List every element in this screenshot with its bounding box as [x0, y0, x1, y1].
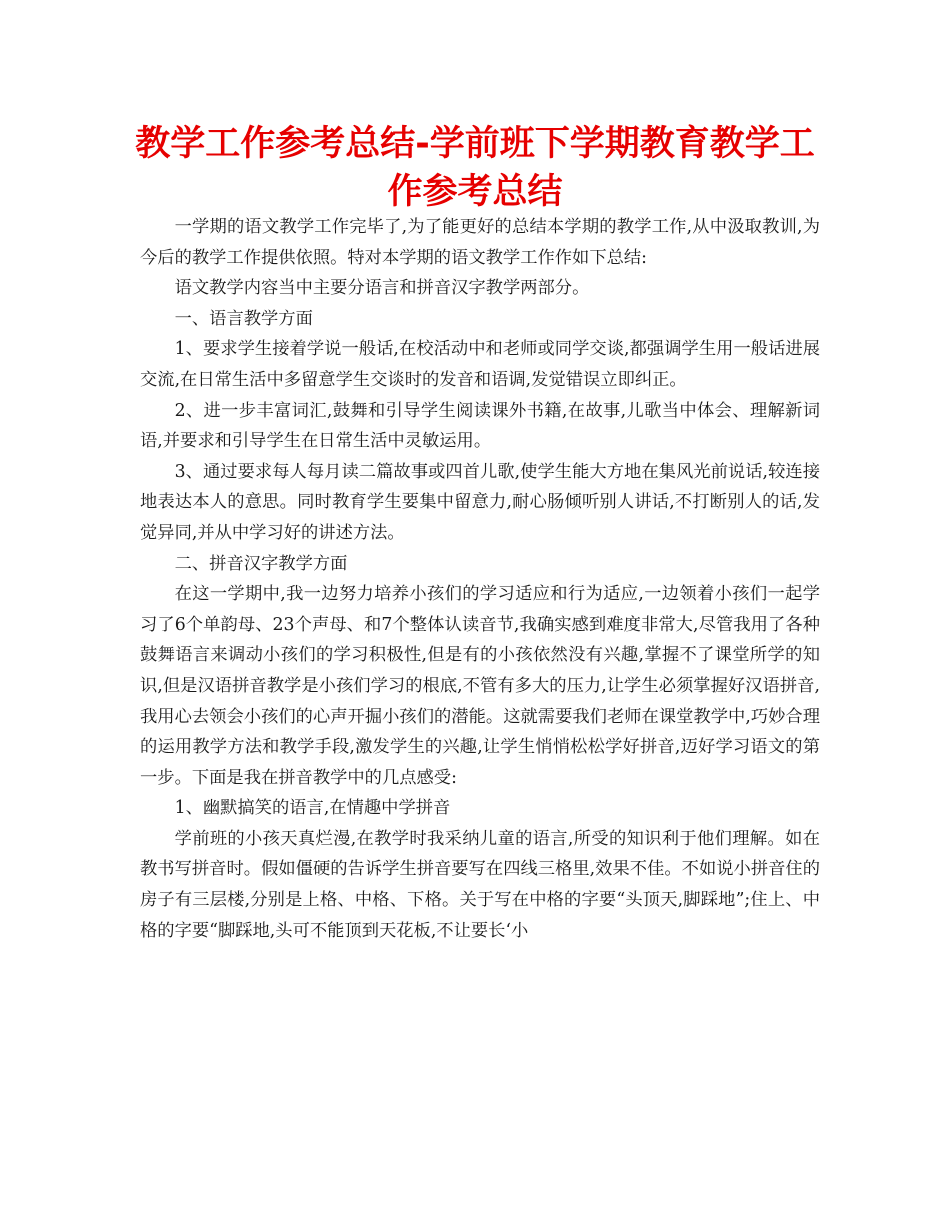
subsection-heading: 1、幽默搞笑的语言,在情趣中学拼音: [174, 798, 451, 819]
paragraph: 3、通过要求每人每月读二篇故事或四首儿歌,使学生能大方地在集风光前说话,较连接地表达本人的意思。同时教育学生要集中留意力,耐心肠倾听别人讲话,不打断别人的话,发觉异同,并从中学习好的讲述方法。: [140, 461, 820, 543]
paragraph: 语文教学内容当中主要分语言和拼音汉字教学两部分。: [174, 278, 590, 299]
section-heading: 一、语言教学方面: [174, 308, 313, 329]
document-body: [140, 212, 820, 946]
paragraph: 学前班的小孩天真烂漫,在教学时我采纳儿童的语言,所受的知识利于他们理解。如在教书写拼音时。假如僵硬的告诉学生拼音要写在四线三格里,效果不佳。不如说小拼音住的房子有三层楼,分别是上格、中格、下格。关于写在中格的字要“头顶天,脚踩地”;住上、中格的字要“脚踩地,头可不能顶到天花板,不让要长‘小: [140, 828, 820, 941]
paragraph: 1、要求学生接着学说一般话,在校活动中和老师或同学交谈,都强调学生用一般话进展交流,在日常生活中多留意学生交谈时的发音和语调,发觉错误立即纠正。: [140, 339, 820, 390]
document-title: 教学工作参考总结-学前班下学期教育教学工作参考总结: [135, 124, 815, 212]
paragraph: 2、进一步丰富词汇,鼓舞和引导学生阅读课外书籍,在故事,儿歌当中体会、理解新词语,并要求和引导学生在日常生活中灵敏运用。: [140, 400, 820, 452]
section-heading: 二、拼音汉字教学方面: [174, 553, 348, 574]
paragraph: 一学期的语文教学工作完毕了,为了能更好的总结本学期的教学工作,从中汲取教训,为今后的教学工作提供依照。特对本学期的语文教学工作作如下总结:: [140, 217, 820, 268]
paragraph: 在这一学期中,我一边努力培养小孩们的学习适应和行为适应,一边领着小孩们一起学习了6个单韵母、23个声母、和7个整体认读音节,我确实感到难度非常大,尽管我用了各种鼓舞语言来调动小孩们的学习积极性,但是有的小孩依然没有兴趣,掌握不了课堂所学的知识,但是汉语拼音教学是小孩们学习的根底,不管有多大的压力,让学生必须掌握好汉语拼音,我用心去领会小孩们的心声开掘小孩们的潜能。这就需要我们老师在课堂教学中,巧妙合理的运用教学方法和教学手段,激发学生的兴趣,让学生悄悄松松学好拼音,迈好学习语文的第一步。下面是我在拼音教学中的几点感受:: [140, 584, 820, 788]
